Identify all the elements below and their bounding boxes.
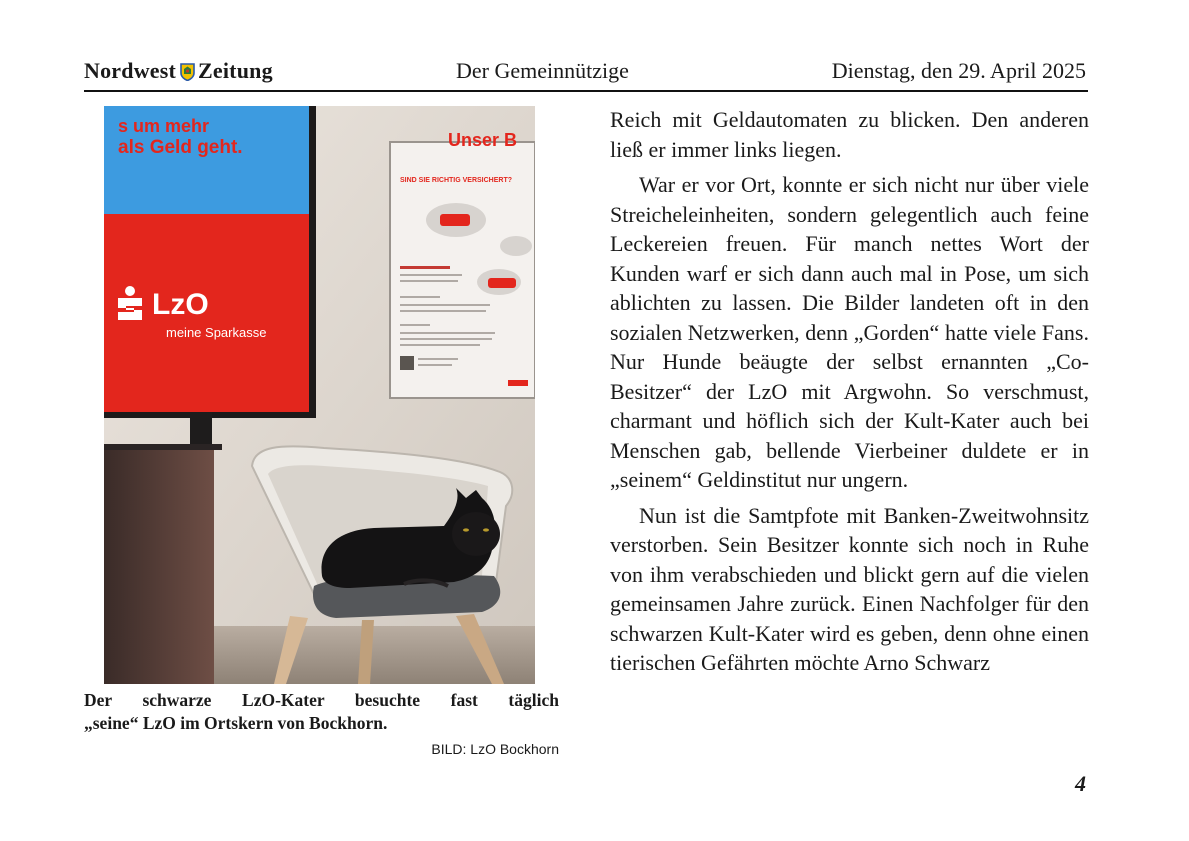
article-photo xyxy=(104,106,535,684)
screen-text-top: s um mehr xyxy=(118,116,210,136)
logo-subtext: meine Sparkasse xyxy=(166,325,267,340)
page-header xyxy=(84,58,1086,88)
poster-heading: Unser B xyxy=(448,130,518,150)
logo-text: LzO xyxy=(152,288,209,321)
article-paragraph: Reich mit Geldautomaten zu blicken. Den anderen ließ er immer links liegen. xyxy=(610,107,1089,162)
caption-line-2: „seine“ LzO im Ortskern von Bockhorn. xyxy=(84,713,388,733)
photo-caption xyxy=(84,689,559,735)
masthead-left: Nordwest xyxy=(84,58,177,83)
crest-icon xyxy=(180,61,195,87)
caption-line-1: Der schwarze LzO-Kater besuchte fast täglich xyxy=(84,690,559,710)
photo-credit: BILD: LzO Bockhorn xyxy=(431,741,559,757)
article-paragraph: War er vor Ort, konnte er sich nicht nur über viele Streicheleinheiten, sondern gelegentlich auch feine Leckereien freuen. Für manch nettes Wort der Kunden warf er sich dann auch mal in Pose, um sich ablichten zu lassen. Die Bilder landeten oft in den sozialen Netzwerken, denn „Gorden“ hatte viele Fans. Nur Hunde beäugte der selbst ernannten „Co-Besitzer“ der LzO mit Argwohn. So verschmust, charmant und höflich sich der Kult-Kater auch bei Menschen gab, bellende Vierbeiner duldete er in „seinem“ Geldinstitut nur ungern. xyxy=(610,172,1089,492)
page-number: 4 xyxy=(1075,771,1086,796)
article-paragraph: Nun ist die Samtpfote mit Banken-Zweitwohnsitz verstorben. Sein Besitzer konnte sich noch in Ruhe von ihm verabschieden und blickt gern auf die vielen gemeinsamen Jahre zurück. Einen Nachfolger für den schwarzen Kult-Kater wird es geben, denn ohne einen tierischen Gefährten möchte Arno Schwarz xyxy=(610,502,1089,675)
section-title: Der Gemeinnützige xyxy=(456,58,629,83)
screen-text-line2: als Geld geht. xyxy=(118,137,243,158)
photo-illustration xyxy=(104,106,535,684)
article-body xyxy=(610,105,1089,684)
header-rule xyxy=(84,90,1088,92)
poster-question: SIND SIE RICHTIG VERSICHERT? xyxy=(400,177,513,184)
issue-date: Dienstag, den 29. April 2025 xyxy=(831,58,1086,83)
masthead xyxy=(84,58,273,87)
masthead-right: Zeitung xyxy=(198,58,273,83)
